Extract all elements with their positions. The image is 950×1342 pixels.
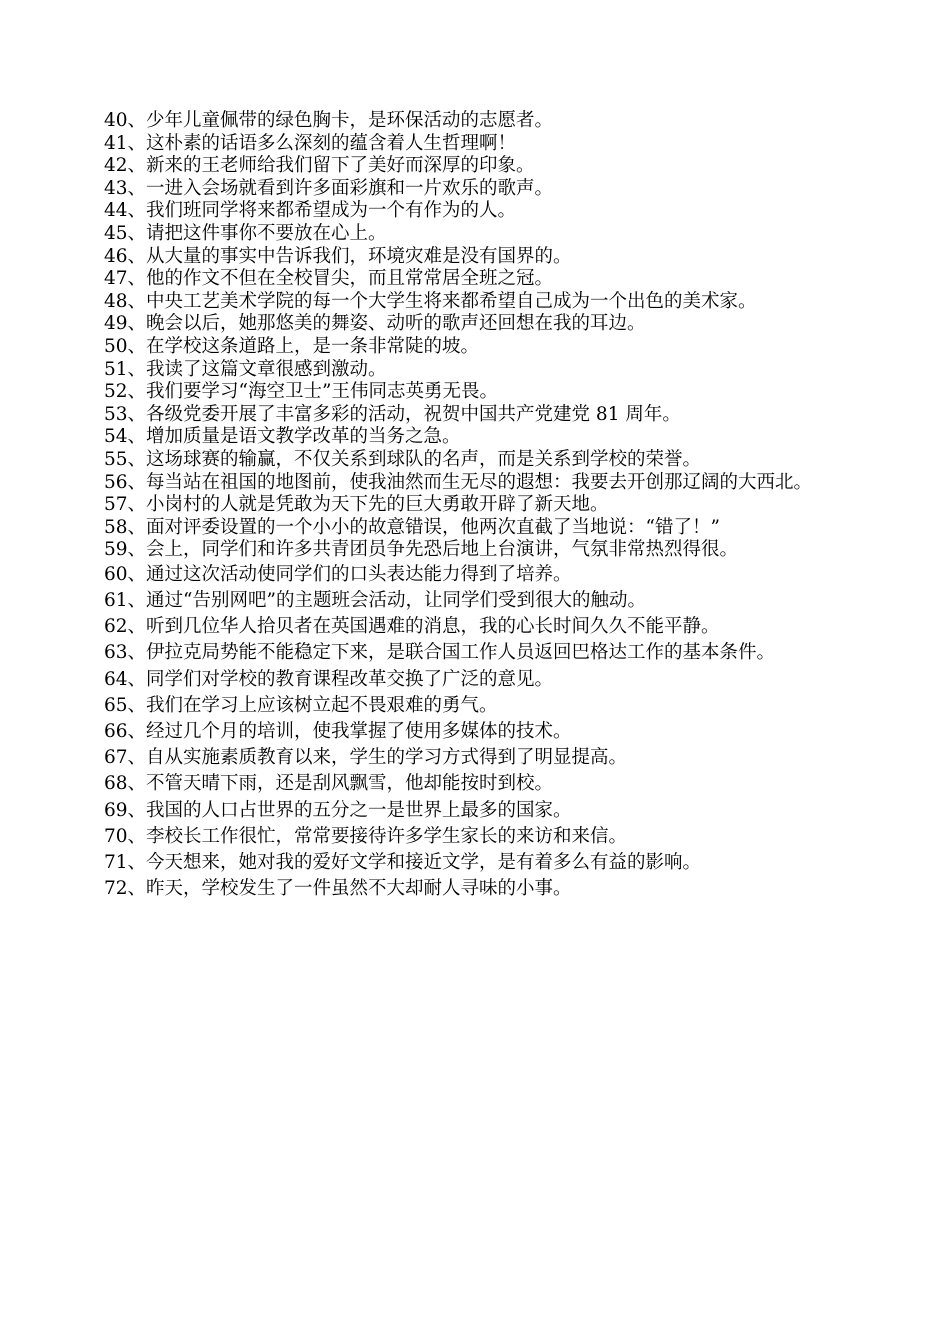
sentence-57: 57、小岗村的人就是凭敢为天下先的巨大勇敢开辟了新天地。 <box>104 494 609 516</box>
sentence-49: 49、晚会以后，她那悠美的舞姿、动听的歌声还回想在我的耳边。 <box>104 313 646 335</box>
sentence-list <box>104 110 852 902</box>
sentence-54: 54、增加质量是语文教学改革的当务之急。 <box>104 426 461 448</box>
sentence-45: 45、请把这件事你不要放在心上。 <box>104 222 387 244</box>
sentence-51: 51、我读了这篇文章很感到激动。 <box>104 358 387 380</box>
sentence-65: 65、我们在学习上应该树立起不畏艰难的勇气。 <box>104 694 498 716</box>
sentence-60: 60、通过这次活动使同学们的口头表达能力得到了培养。 <box>104 563 572 585</box>
sentence-70: 70、李校长工作很忙，常常要接待许多学生家长的来访和来信。 <box>104 825 628 847</box>
sentence-56: 56、每当站在祖国的地图前，使我油然而生无尽的遐想：我要去开创那辽阔的大西北。 <box>104 471 813 493</box>
sentence-42: 42、新来的王老师给我们留下了美好而深厚的印象。 <box>104 155 535 177</box>
sentence-67: 67、自从实施素质教育以来，学生的学习方式得到了明显提高。 <box>104 747 628 769</box>
sentence-43: 43、一进入会场就看到许多面彩旗和一片欢乐的歌声。 <box>104 177 554 199</box>
sentence-61: 61、通过“告别网吧”的主题班会活动，让同学们受到很大的触动。 <box>104 590 646 612</box>
sentence-62: 62、听到几位华人拾贝者在英国遇难的消息，我的心长时间久久不能平静。 <box>104 616 720 638</box>
sentence-63: 63、伊拉克局势能不能稳定下来，是联合国工作人员返回巴格达工作的基本条件。 <box>104 642 776 664</box>
sentence-71: 71、今天想来，她对我的爱好文学和接近文学，是有着多么有益的影响。 <box>104 851 702 873</box>
sentence-50: 50、在学校这条道路上，是一条非常陡的坡。 <box>104 335 480 357</box>
sentence-46: 46、从大量的事实中告诉我们，环境灾难是没有国界的。 <box>104 245 572 267</box>
sentence-40: 40、少年儿童佩带的绿色胸卡，是环保活动的志愿者。 <box>104 110 554 131</box>
sentence-47: 47、他的作文不但在全校冒尖，而且常常居全班之冠。 <box>104 268 554 290</box>
sentence-58: 58、面对评委设置的一个小小的故意错误，他两次直截了当地说：“错了！” <box>104 516 720 538</box>
sentence-53: 53、各级党委开展了丰富多彩的活动，祝贺中国共产党建党 81 周年。 <box>104 403 681 425</box>
sentence-69: 69、我国的人口占世界的五分之一是世界上最多的国家。 <box>104 799 572 821</box>
sentence-68: 68、不管天晴下雨，还是刮风飘雪，他却能按时到校。 <box>104 773 554 795</box>
sentence-66: 66、经过几个月的培训，使我掌握了使用多媒体的技术。 <box>104 721 572 743</box>
sentence-41: 41、这朴素的话语多么深刻的蕴含着人生哲理啊！ <box>104 132 517 154</box>
sentence-44: 44、我们班同学将来都希望成为一个有作为的人。 <box>104 200 517 222</box>
sentence-72: 72、昨天，学校发生了一件虽然不大却耐人寻味的小事。 <box>104 878 572 900</box>
sentence-48: 48、中央工艺美术学院的每一个大学生将来都希望自己成为一个出色的美术家。 <box>104 290 757 312</box>
sentence-59: 59、会上，同学们和许多共青团员争先恐后地上台演讲，气氛非常热烈得很。 <box>104 539 739 561</box>
sentence-55: 55、这场球赛的输赢，不仅关系到球队的名声，而是关系到学校的荣誉。 <box>104 448 702 470</box>
sentence-52: 52、我们要学习“海空卫士”王伟同志英勇无畏。 <box>104 381 498 403</box>
sentence-64: 64、同学们对学校的教育课程改革交换了广泛的意见。 <box>104 668 554 690</box>
